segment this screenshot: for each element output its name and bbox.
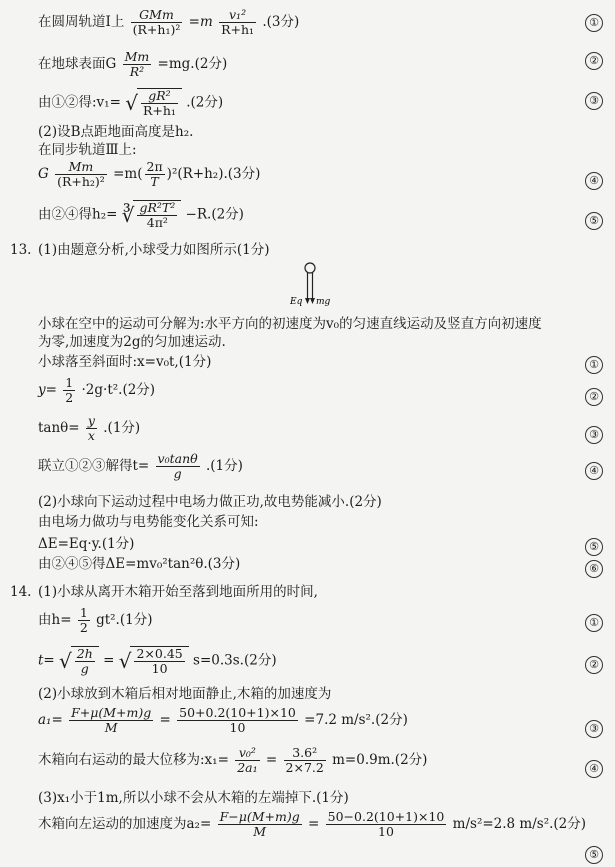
equation-number: ① bbox=[585, 614, 603, 632]
text-line: 小球在空中的运动可分解为:水平方向的初速度为v₀的匀速直线运动及竖直方向初速度 bbox=[38, 316, 542, 332]
denominator: R+h₁ bbox=[221, 22, 255, 37]
numerator: v₀tanθ bbox=[157, 451, 198, 466]
eq-line-13 bbox=[38, 414, 573, 443]
fraction bbox=[145, 160, 165, 189]
denominator: 10 bbox=[378, 824, 394, 839]
text: m/s²=2.8 m/s².(2分) bbox=[452, 816, 587, 832]
text: m=0.9m.(2分) bbox=[332, 752, 428, 768]
eq-line-1 bbox=[38, 8, 573, 37]
text: −R.(2分) bbox=[185, 206, 244, 223]
label-eq: Eq bbox=[290, 297, 303, 307]
numerator: gR² bbox=[141, 89, 178, 104]
text: = bbox=[265, 752, 278, 768]
denominator: 10 bbox=[151, 661, 168, 676]
fraction bbox=[219, 8, 256, 37]
eq-line-26 bbox=[38, 809, 587, 839]
equation-number: ⑤ bbox=[585, 846, 603, 864]
sqrt-body bbox=[133, 200, 181, 230]
text: G bbox=[38, 166, 49, 182]
numerator: 50+0.2(10+1)×10 bbox=[179, 705, 296, 720]
arrowhead-eq bbox=[305, 298, 310, 304]
text: .(1分) bbox=[103, 420, 141, 436]
fraction bbox=[75, 647, 95, 676]
eq-line-12 bbox=[38, 376, 573, 405]
numerator: Mm bbox=[55, 160, 107, 175]
text: = bbox=[308, 816, 320, 832]
fraction bbox=[123, 50, 152, 79]
force-diagram bbox=[290, 262, 350, 310]
eq-line-24 bbox=[38, 746, 573, 775]
fraction bbox=[134, 647, 184, 676]
fraction bbox=[218, 810, 302, 839]
denominator: (R+h₂)² bbox=[57, 174, 105, 189]
eq-line-3 bbox=[38, 88, 573, 118]
eq-line-23 bbox=[38, 706, 573, 735]
numerator: 3.6² bbox=[284, 746, 326, 761]
text: 由①②得:v₁= bbox=[38, 94, 121, 111]
text-line: (2)小球向下运动过程中电场力做正功,故电势能减小.(2分) bbox=[38, 494, 382, 510]
denominator: M bbox=[253, 824, 267, 839]
numerator: Mm bbox=[124, 49, 150, 64]
cube-root-sign: ∛ bbox=[121, 203, 135, 227]
fraction bbox=[156, 452, 200, 481]
text: 在圆周轨道Ⅰ上 bbox=[38, 14, 125, 30]
text-line: (1)由题意分析,小球受力如图所示(1分) bbox=[38, 242, 270, 258]
fraction bbox=[235, 746, 259, 775]
denominator: 2a₁ bbox=[237, 760, 258, 775]
text: = bbox=[103, 652, 115, 669]
text: gt².(1分) bbox=[96, 612, 153, 628]
equation-number: ④ bbox=[585, 462, 603, 480]
equation-number: ④ bbox=[585, 172, 603, 190]
text: y= bbox=[38, 382, 57, 398]
fraction bbox=[55, 160, 107, 189]
numerator: 50−0.2(10+1)×10 bbox=[327, 809, 445, 824]
fraction bbox=[137, 201, 177, 230]
text: .(1分) bbox=[205, 458, 243, 474]
fraction bbox=[284, 746, 326, 775]
numerator: gR²T² bbox=[139, 200, 176, 215]
fraction bbox=[69, 706, 153, 735]
text: 由h= bbox=[38, 612, 72, 628]
fraction bbox=[86, 414, 97, 443]
equation-number: ③ bbox=[585, 720, 603, 738]
text: 木箱向右运动的最大位移为:x₁= bbox=[38, 752, 229, 768]
equation-number: ③ bbox=[585, 92, 603, 110]
equation-number: ② bbox=[585, 656, 603, 674]
text: =m( bbox=[113, 166, 143, 182]
text: t= bbox=[38, 652, 55, 669]
sqrt-sign: √ bbox=[118, 649, 132, 673]
denominator: 10 bbox=[229, 720, 246, 735]
denominator: 2 bbox=[65, 390, 74, 405]
text-line: 由电场力做功与电势能变化关系可知: bbox=[38, 514, 259, 530]
eq-line-20 bbox=[38, 606, 573, 635]
text: tanθ= bbox=[38, 420, 80, 436]
numerator: v₁² bbox=[219, 8, 256, 23]
numerator: 1 bbox=[79, 605, 88, 620]
numerator: 2×0.45 bbox=[136, 646, 183, 661]
equation-number: ⑤ bbox=[585, 212, 603, 230]
denominator: R² bbox=[129, 64, 145, 79]
fraction bbox=[78, 606, 90, 635]
sqrt-sign: √ bbox=[125, 91, 138, 115]
denominator: (R+h₁)² bbox=[132, 22, 181, 37]
denominator: R+h₁ bbox=[142, 103, 176, 118]
text: 在地球表面G bbox=[38, 56, 117, 72]
fraction bbox=[63, 376, 75, 405]
text: s=0.3s.(2分) bbox=[193, 652, 277, 669]
numerator: y bbox=[87, 413, 95, 428]
text-line: 小球落至斜面时:x=v₀t,(1分) bbox=[38, 354, 212, 370]
eq-line-6 bbox=[38, 160, 573, 189]
fraction bbox=[326, 810, 447, 839]
sqrt-body bbox=[137, 88, 182, 118]
text-line: 在同步轨道Ⅲ上: bbox=[38, 142, 137, 158]
label-mg: mg bbox=[316, 297, 331, 307]
denominator: g bbox=[80, 661, 89, 676]
denominator: M bbox=[104, 720, 118, 735]
text-line: 为零,加速度为2g的匀加速运动. bbox=[38, 334, 226, 350]
text: =m bbox=[188, 14, 213, 30]
text: ·2g·t².(2分) bbox=[81, 382, 156, 398]
text-line: (2)设B点距地面高度是h₂. bbox=[38, 124, 194, 140]
equation-number: ⑤ bbox=[585, 538, 603, 556]
text: 由②④得h₂= bbox=[38, 206, 118, 223]
sqrt-body bbox=[71, 646, 99, 676]
denominator: 2 bbox=[79, 620, 88, 635]
text-line: ΔE=Eq·y.(1分) bbox=[38, 536, 135, 552]
text-line: 由②④⑤得ΔE=mv₀²tan²θ.(3分) bbox=[38, 556, 241, 572]
equation-number: ① bbox=[585, 14, 603, 32]
text: = bbox=[159, 712, 171, 728]
text: =mg.(2分) bbox=[157, 56, 228, 72]
denominator: T bbox=[150, 174, 159, 189]
text: )²(R+h₂).(3分) bbox=[166, 166, 261, 182]
eq-line-21 bbox=[38, 646, 573, 676]
fraction bbox=[131, 8, 183, 37]
sqrt-sign: √ bbox=[59, 649, 72, 673]
text: =7.2 m/s².(2分) bbox=[304, 712, 408, 728]
denominator: 2×7.2 bbox=[285, 760, 324, 775]
denominator: g bbox=[173, 466, 182, 481]
fraction bbox=[177, 706, 298, 735]
arrowhead-mg bbox=[310, 298, 315, 304]
text-line: (3)x₁小于1m,所以小球不会从木箱的左端掉下.(1分) bbox=[38, 790, 349, 806]
text-line: (1)小球从离开木箱开始至落到地面所用的时间, bbox=[38, 584, 318, 600]
text-line: (2)小球放到木箱后相对地面静止,木箱的加速度为 bbox=[38, 686, 332, 702]
numerator: F−μ(M+m)g bbox=[219, 809, 300, 824]
question-number: 13. bbox=[10, 242, 32, 258]
numerator: 2π bbox=[146, 159, 163, 174]
eq-line-7 bbox=[38, 200, 573, 230]
denominator: x bbox=[87, 428, 95, 443]
equation-number: ② bbox=[585, 52, 603, 70]
numerator: 1 bbox=[65, 375, 74, 390]
numerator: GMm bbox=[131, 8, 183, 23]
denominator: 4π² bbox=[146, 215, 168, 230]
eq-line-14 bbox=[38, 452, 573, 481]
sqrt-body bbox=[130, 646, 188, 676]
equation-number: ② bbox=[585, 388, 603, 406]
numerator: 2h bbox=[76, 646, 93, 661]
eq-line-2 bbox=[38, 50, 573, 79]
text: .(2分) bbox=[186, 94, 224, 111]
question-number: 14. bbox=[10, 584, 32, 600]
text: 联立①②③解得t= bbox=[38, 458, 150, 474]
equation-number: ⑥ bbox=[585, 560, 603, 578]
equation-number: ③ bbox=[585, 426, 603, 444]
equation-number: ① bbox=[585, 356, 603, 374]
text: .(3分) bbox=[262, 14, 300, 30]
text: 木箱向左运动的加速度为a₂= bbox=[38, 816, 212, 832]
ball-circle bbox=[305, 263, 315, 273]
fraction bbox=[141, 89, 178, 118]
numerator: v₀² bbox=[235, 746, 259, 761]
text: a₁= bbox=[38, 712, 63, 728]
numerator: F+μ(M+m)g bbox=[71, 705, 152, 720]
equation-number: ④ bbox=[585, 760, 603, 778]
